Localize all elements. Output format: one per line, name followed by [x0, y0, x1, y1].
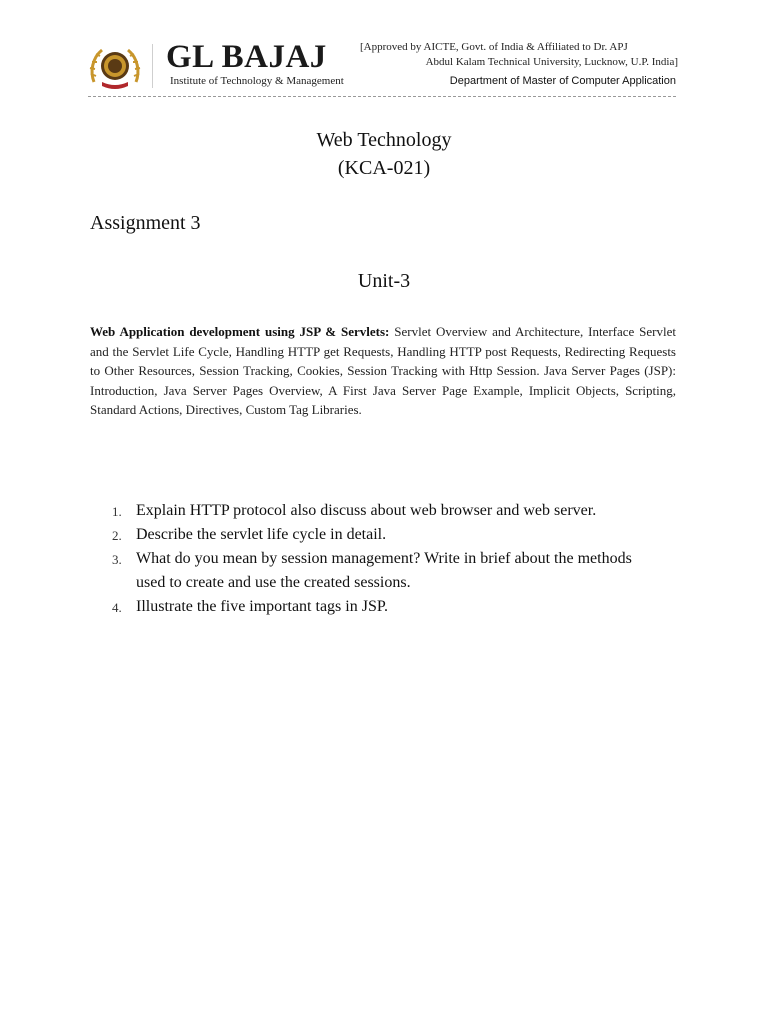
department-name: Department of Master of Computer Application: [449, 75, 676, 87]
question-item: [90, 547, 650, 595]
approval-line-1: [Approved by AICTE, Govt. of India & Affiliated to Dr. APJ: [360, 41, 628, 53]
question-text: Describe the servlet life cycle in detail.: [136, 526, 387, 543]
question-text: Explain HTTP protocol also discuss about web browser and web server.: [136, 502, 597, 519]
header-divider: [152, 44, 153, 88]
assignment-heading: Assignment 3: [90, 212, 201, 234]
institute-logo: [88, 42, 142, 92]
question-text: What do you mean by session management? Write in brief about the methods used to create and use the created sessions.: [136, 550, 632, 591]
unit-heading: Unit-3: [357, 270, 411, 292]
question-number: 1.: [112, 504, 122, 519]
approval-statement: [360, 40, 678, 70]
question-number: 3.: [112, 552, 122, 567]
question-list: [90, 499, 650, 619]
syllabus-label: Web Application development using JSP & Servlets:: [90, 324, 390, 339]
question-text: Illustrate the five important tags in JSP.: [136, 598, 388, 615]
syllabus-text: Servlet Overview and Architecture, Interface Servlet and the Servlet Life Cycle, Handling HTTP get Requests, Handling HTTP post Requests, Redirecting Requests to Other Resources, Session Tracking, Cookies, Session Tracking with Http Session. Java Server Pages (JSP): Introduction, Java Server Pages Overview, A First Java Server Page Example, Implicit Objects, Scripting, Standard Actions, Directives, Custom Tag Libraries.: [90, 324, 676, 417]
header-separator: [88, 96, 676, 97]
institute-subtitle: Institute of Technology & Management: [170, 75, 344, 87]
question-number: 4.: [112, 600, 122, 615]
course-code: (KCA-021): [337, 157, 431, 179]
question-item: [90, 523, 650, 547]
institute-name: GL BAJAJ: [166, 39, 327, 75]
logo-ribbon: [102, 82, 128, 89]
syllabus-paragraph: [90, 322, 676, 420]
question-item: [90, 595, 650, 619]
question-number: 2.: [112, 528, 122, 543]
letterhead: [88, 40, 678, 98]
question-item: [90, 499, 650, 523]
course-title: Web Technology: [316, 129, 452, 151]
approval-line-2: Abdul Kalam Technical University, Lucknow, U.P. India]: [425, 56, 678, 68]
